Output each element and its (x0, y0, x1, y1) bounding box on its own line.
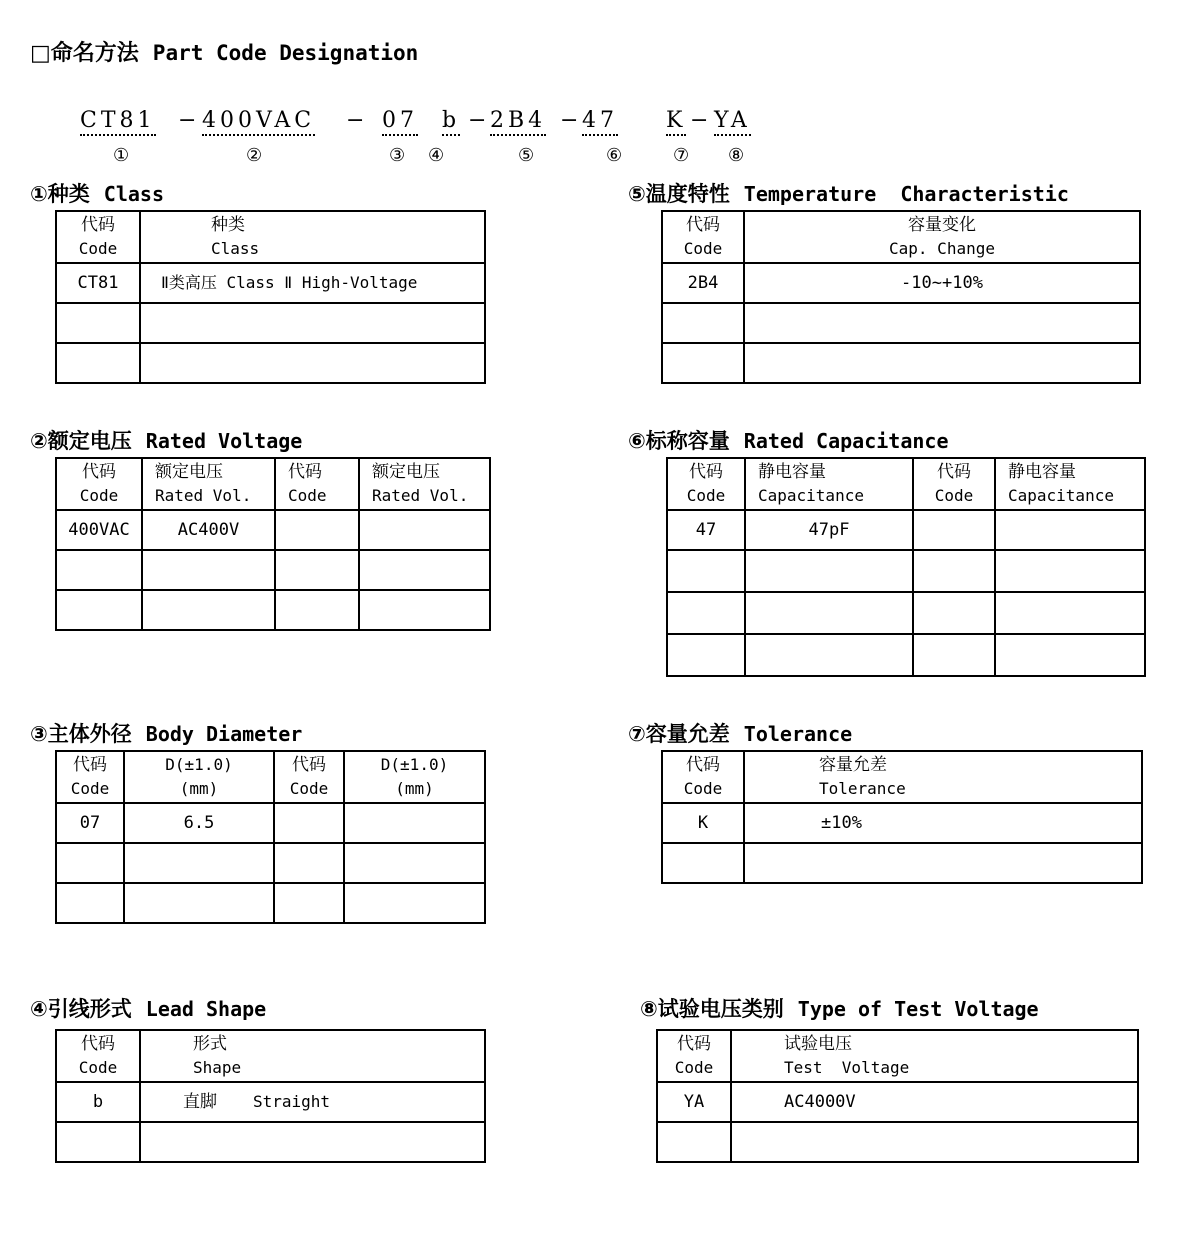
rated-voltage-table (55, 457, 491, 631)
section-title-zh: ③主体外径 (30, 722, 132, 746)
header-cell: 代码 (288, 462, 322, 482)
section-title-zh: ⑤温度特性 (628, 182, 730, 206)
table-cell: ±10% (744, 803, 1142, 843)
section-title-zh: ④引线形式 (30, 997, 132, 1021)
part-code (80, 108, 780, 138)
table-cell (344, 803, 485, 843)
header-cell: Code (934, 486, 974, 505)
table-cell (275, 510, 359, 550)
header-cell: Shape (193, 1058, 242, 1077)
table-cell (667, 634, 745, 676)
section-title-temperature (628, 178, 1069, 208)
header-cell: Code (70, 779, 110, 798)
section-title-en: Body Diameter (145, 722, 303, 746)
lead-shape-table (55, 1029, 486, 1163)
temperature-table (661, 210, 1141, 384)
header-cell: 容量允差 (819, 755, 887, 775)
section-title-en: Rated Capacitance (743, 429, 949, 453)
table-cell: 2B4 (662, 263, 744, 303)
index-3: ③ (389, 145, 406, 166)
tolerance-table (661, 750, 1143, 884)
header-cell: D(±1.0) (380, 755, 449, 774)
header-cell: 额定电压 (372, 462, 440, 482)
code-segment-tolerance: K (666, 108, 686, 136)
table-cell: AC4000V (731, 1082, 1138, 1122)
table-cell: YA (657, 1082, 731, 1122)
header-cell: 代码 (81, 1034, 115, 1054)
section-title-en: Class (103, 182, 164, 206)
header-cell: Code (686, 486, 726, 505)
code-segment-cap: 47 (582, 108, 618, 136)
section-title-zh: ⑥标称容量 (628, 429, 730, 453)
table-cell (913, 510, 995, 550)
table-cell (56, 843, 124, 883)
header-cell: 额定电压 (155, 462, 223, 482)
header-cell: 代码 (686, 215, 720, 235)
header-cell: 形式 (193, 1034, 227, 1054)
table-cell (995, 592, 1145, 634)
table-cell (275, 590, 359, 630)
table-cell: CT81 (56, 263, 140, 303)
header-cell: Rated Vol. (372, 486, 469, 505)
header-cell: 代码 (686, 755, 720, 775)
table-cell: Ⅱ类高压 Class Ⅱ High-Voltage (140, 263, 485, 303)
table-cell (913, 592, 995, 634)
code-segment-diameter: 07 (382, 108, 418, 136)
table-cell (56, 883, 124, 923)
table-cell (140, 303, 485, 343)
header-cell: Code (683, 779, 723, 798)
code-separator: − (178, 108, 197, 133)
section-title-zh: ⑧试验电压类别 (640, 997, 784, 1021)
section-title-en: Lead Shape (145, 997, 267, 1021)
header-cell: Rated Vol. (155, 486, 252, 505)
section-title-zh: ①种类 (30, 182, 90, 206)
table-cell: 6.5 (124, 803, 274, 843)
table-cell (913, 550, 995, 592)
section-title-en: Rated Voltage (145, 429, 303, 453)
table-cell (142, 550, 275, 590)
table-cell (56, 1122, 140, 1162)
header-cell: 种类 (211, 215, 245, 235)
header-cell: Code (289, 779, 329, 798)
header-cell: D(±1.0) (165, 755, 233, 774)
header-cell: 代码 (82, 462, 116, 482)
header-cell: Capacitance (1008, 486, 1114, 505)
header-cell: 代码 (677, 1034, 711, 1054)
table-cell: 07 (56, 803, 124, 843)
index-1: ① (113, 145, 130, 166)
table-cell: 400VAC (56, 510, 142, 550)
body-diameter-table (55, 750, 486, 924)
table-cell (124, 843, 274, 883)
table-cell (745, 550, 913, 592)
header-cell: (mm) (179, 779, 219, 798)
table-cell (344, 883, 485, 923)
table-cell (140, 1122, 485, 1162)
header-cell: Code (683, 239, 723, 258)
table-cell (124, 883, 274, 923)
section-title-class (30, 178, 164, 208)
table-cell: -10~+10% (744, 263, 1140, 303)
header-cell: 代码 (689, 462, 723, 482)
header-cell: Capacitance (758, 486, 864, 505)
table-cell (995, 510, 1145, 550)
lead-shape-zh: 直脚 (183, 1092, 217, 1112)
test-voltage-table (656, 1029, 1139, 1163)
rated-capacitance-table (666, 457, 1146, 677)
code-separator: − (690, 108, 709, 133)
header-cell: Cap. Change (889, 239, 995, 258)
table-cell: b (56, 1082, 140, 1122)
section-title-tolerance (628, 718, 852, 748)
section-title-rated-capacitance (628, 425, 948, 455)
header-cell: Test Voltage (784, 1058, 910, 1077)
header-cell: Code (78, 239, 118, 258)
header-cell: 容量变化 (908, 215, 976, 235)
header-cell: 静电容量 (1008, 462, 1076, 482)
table-cell (662, 303, 744, 343)
code-separator: − (468, 108, 487, 133)
table-cell (359, 550, 490, 590)
table-cell: 47 (667, 510, 745, 550)
section-title-lead-shape (30, 993, 266, 1023)
section-title-body-diameter (30, 718, 302, 748)
table-cell (56, 343, 140, 383)
index-8: ⑧ (728, 145, 745, 166)
table-cell (275, 550, 359, 590)
code-segment-testvoltage: YA (714, 108, 751, 136)
lead-shape-en: Straight (253, 1092, 331, 1111)
table-cell (359, 590, 490, 630)
table-cell (344, 843, 485, 883)
header-cell: 代码 (81, 215, 115, 235)
table-cell (744, 303, 1140, 343)
table-cell (56, 303, 140, 343)
section-title-zh: ⑦容量允差 (628, 722, 730, 746)
section-title-en: Type of Test Voltage (797, 997, 1039, 1021)
table-cell (744, 343, 1140, 383)
class-table (55, 210, 486, 384)
table-cell (995, 550, 1145, 592)
table-cell (274, 883, 344, 923)
table-cell (274, 803, 344, 843)
index-2: ② (246, 145, 263, 166)
table-cell (662, 843, 744, 883)
table-cell (359, 510, 490, 550)
index-6: ⑥ (606, 145, 623, 166)
table-cell (56, 550, 142, 590)
title-en: Part Code Designation (152, 41, 419, 65)
header-cell: 代码 (292, 755, 326, 775)
table-cell (745, 592, 913, 634)
table-cell (667, 592, 745, 634)
section-title-zh: ②额定电压 (30, 429, 132, 453)
code-segment-class: CT81 (80, 108, 156, 136)
header-cell: Class (211, 239, 260, 258)
page-title (30, 36, 418, 67)
table-cell (56, 590, 142, 630)
header-cell: Code (674, 1058, 714, 1077)
table-cell (140, 343, 485, 383)
section-title-en: Temperature Characteristic (743, 182, 1069, 206)
table-cell (745, 634, 913, 676)
header-cell: 静电容量 (758, 462, 826, 482)
table-cell: K (662, 803, 744, 843)
index-4: ④ (428, 145, 445, 166)
section-title-test-voltage (640, 993, 1039, 1023)
table-cell (142, 590, 275, 630)
code-separator: − (346, 108, 365, 133)
header-cell: 代码 (73, 755, 107, 775)
table-cell (657, 1122, 731, 1162)
table-cell (667, 550, 745, 592)
header-cell: Code (78, 1058, 118, 1077)
table-cell (731, 1122, 1138, 1162)
table-cell (274, 843, 344, 883)
header-cell: 试验电压 (784, 1034, 852, 1054)
table-cell (913, 634, 995, 676)
table-cell: AC400V (142, 510, 275, 550)
index-7: ⑦ (673, 145, 690, 166)
index-5: ⑤ (518, 145, 535, 166)
table-cell (744, 843, 1142, 883)
header-cell: Code (288, 486, 327, 505)
title-zh: □命名方法 (30, 41, 139, 66)
section-title-en: Tolerance (743, 722, 853, 746)
table-cell: 47pF (745, 510, 913, 550)
header-cell: Tolerance (819, 779, 906, 798)
code-separator: − (560, 108, 579, 133)
code-segment-voltage: 400VAC (202, 108, 315, 136)
header-cell: 代码 (937, 462, 971, 482)
table-cell (662, 343, 744, 383)
header-cell: (mm) (395, 779, 434, 798)
header-cell: Code (79, 486, 119, 505)
code-segment-lead: b (442, 108, 460, 136)
section-title-rated-voltage (30, 425, 302, 455)
table-cell (995, 634, 1145, 676)
code-segment-temp: 2B4 (490, 108, 546, 136)
